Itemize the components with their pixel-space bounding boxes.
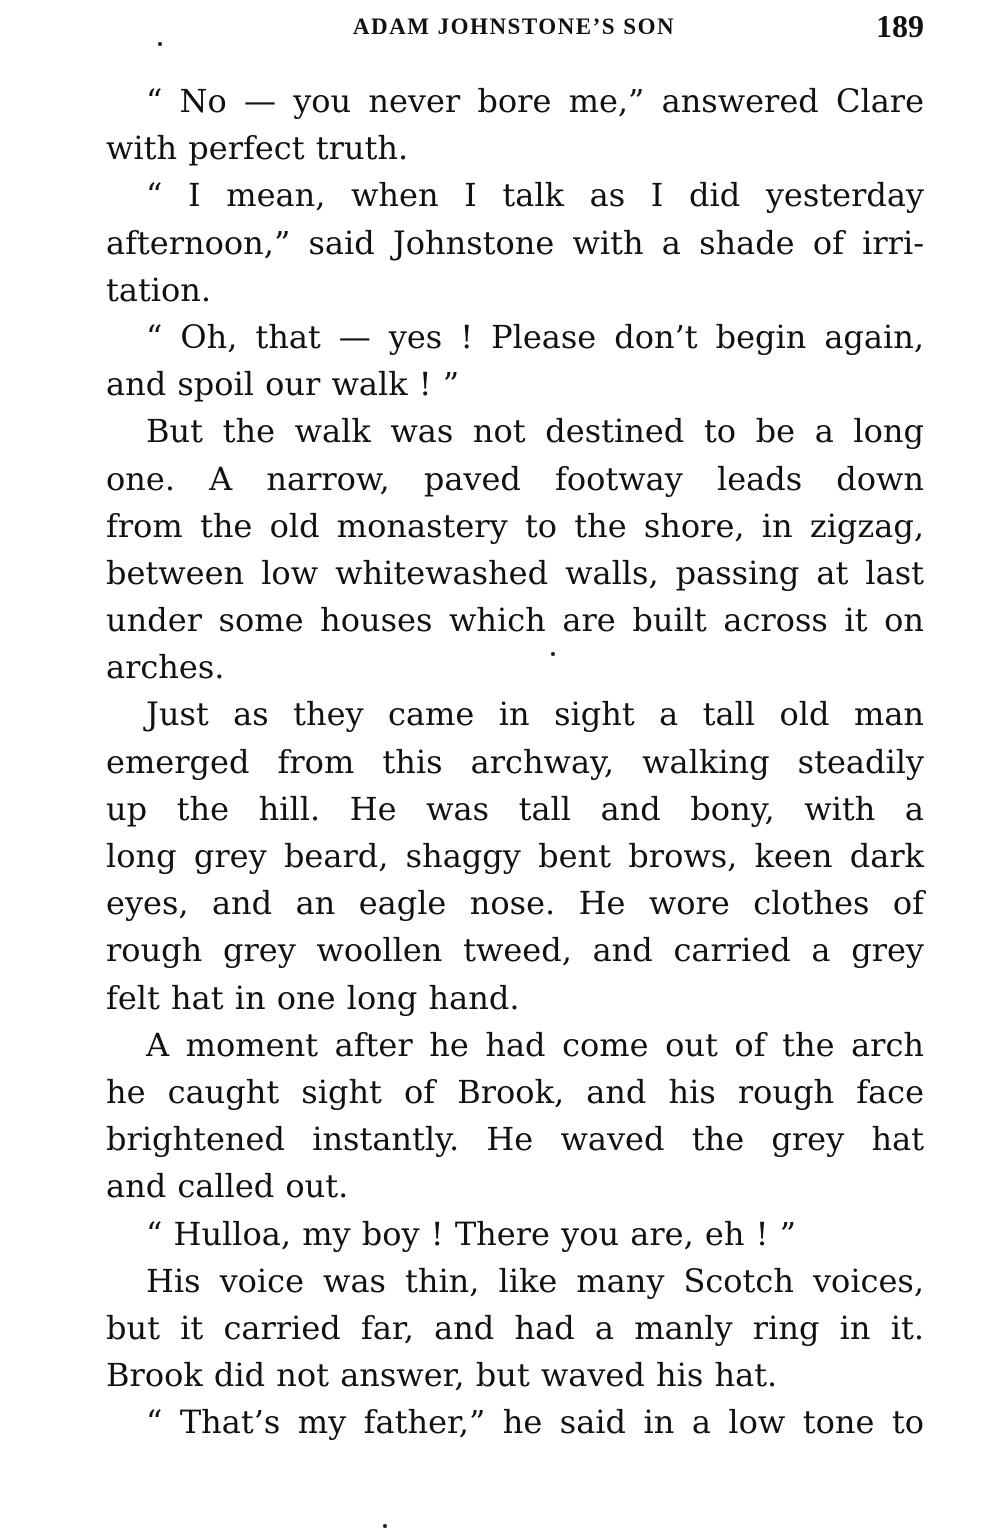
scan-speck — [158, 42, 162, 46]
text-line: and spoil our walk ! ” — [106, 365, 460, 404]
text-line: felt hat in one long hand. — [106, 978, 520, 1017]
text-line: and called out. — [106, 1167, 349, 1206]
text-line: emerged from this archway, walking steadily — [106, 742, 924, 781]
text-line: “ Hulloa, my boy ! There you are, eh ! ” — [146, 1214, 797, 1253]
text-line: “ No — you never bore me,” answered Clare — [146, 82, 924, 120]
text-line: “ Oh, that — yes ! Please don’t begin again, — [146, 317, 924, 356]
text-line: long grey beard, shaggy bent brows, keen dark — [106, 837, 924, 875]
paragraph — [106, 691, 924, 1021]
text-line: His voice was thin, like many Scotch voices, — [146, 1261, 924, 1300]
paragraph — [106, 1211, 924, 1258]
text-line: up the hill. He was tall and bony, with a — [106, 789, 924, 828]
text-line: from the old monastery to the shore, in zigzag, — [106, 506, 924, 545]
paragraph — [106, 1022, 924, 1211]
text-line: But the walk was not destined to be a long — [146, 412, 924, 451]
paragraph — [106, 78, 924, 172]
scan-speck — [551, 652, 555, 656]
paragraph — [106, 1399, 924, 1446]
text-line: eyes, and an eagle nose. He wore clothes of — [106, 884, 924, 923]
text-line: “ That’s my father,” he said in a low tone to — [146, 1403, 924, 1442]
text-line: he caught sight of Brook, and his rough face — [106, 1072, 924, 1111]
text-line: arches. — [106, 648, 225, 687]
text-line: between low whitewashed walls, passing at last — [106, 553, 924, 592]
paragraph — [106, 1258, 924, 1400]
text-line: afternoon,” said Johnstone with a shade of irri- — [106, 223, 924, 262]
text-line: “ I mean, when I talk as I did yesterday — [146, 176, 924, 215]
text-line: under some houses which are built across it on — [106, 601, 924, 640]
text-line: brightened instantly. He waved the grey hat — [106, 1120, 924, 1159]
paragraph — [106, 172, 924, 314]
running-head — [104, 4, 924, 44]
text-line: A moment after he had come out of the arch — [146, 1025, 924, 1064]
paragraph — [106, 314, 924, 408]
page-number: 189 — [876, 8, 924, 44]
scan-speck — [383, 1524, 387, 1528]
body-text — [106, 78, 924, 1446]
text-line: Just as they came in sight a tall old man — [146, 695, 924, 734]
text-line: with perfect truth. — [106, 129, 409, 168]
text-line: but it carried far, and had a manly ring in it. — [106, 1308, 924, 1347]
text-line: tation. — [106, 270, 212, 309]
paragraph — [106, 408, 924, 691]
running-title: ADAM JOHNSTONE’S SON — [352, 14, 676, 39]
text-line: rough grey woollen tweed, and carried a grey — [106, 931, 924, 970]
text-line: one. A narrow, paved footway leads down — [106, 459, 924, 498]
text-line: Brook did not answer, but waved his hat. — [106, 1356, 778, 1395]
